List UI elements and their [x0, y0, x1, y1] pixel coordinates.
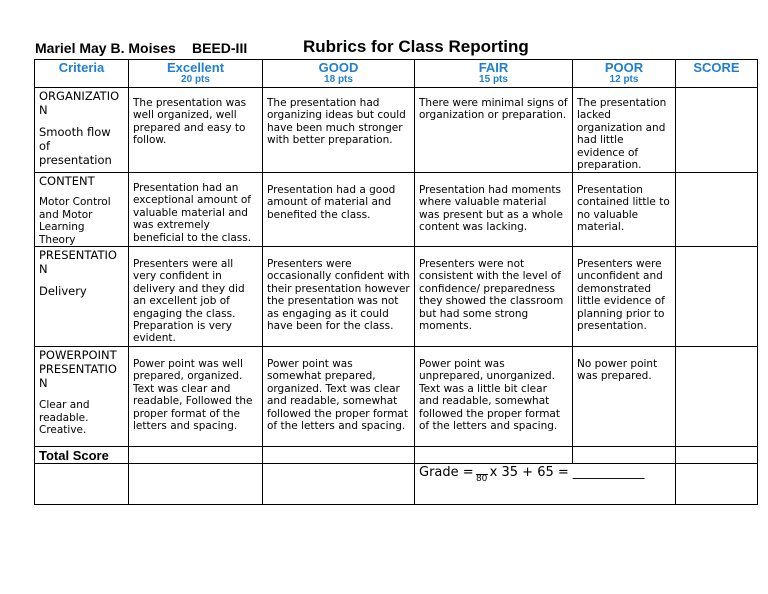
grade-denominator: 80 — [475, 474, 488, 484]
criteria-description: Clear and readable. Creative. — [39, 399, 90, 436]
grade-suffix: x 35 + 65 = ___________ — [489, 465, 645, 480]
points-label: 20 pts — [181, 74, 210, 85]
good-cell: The presentation had organizing ideas but could have been much stronger with better preparation. — [263, 88, 415, 173]
rubric-table — [34, 59, 758, 505]
table-row — [35, 88, 758, 173]
total-score-label: Total Score — [35, 447, 129, 464]
criteria-label: PRESENTATIO N — [39, 248, 117, 276]
blank-cell — [263, 464, 415, 505]
good-cell: Power point was somewhat prepared, organized. Text was clear and readable, somewhat followed the proper format of the letters and spacing. — [263, 347, 415, 447]
column-header-good: GOOD 18 pts — [263, 60, 415, 88]
excellent-cell: The presentation was well organized, well prepared and easy to follow. — [129, 88, 263, 173]
grade-prefix: Grade = — [419, 465, 474, 480]
score-cell — [676, 173, 758, 247]
blank-cell — [129, 464, 263, 505]
criteria-cell — [35, 173, 129, 247]
grade-formula — [415, 464, 676, 505]
grade-row — [35, 464, 758, 505]
fair-cell: Presentation had moments where valuable material was present but as a whole content was lacking. — [415, 173, 573, 247]
criteria-cell — [35, 88, 129, 173]
fair-cell: There were minimal signs of organization or preparation. — [415, 88, 573, 173]
blank-cell — [129, 447, 263, 464]
blank-cell — [263, 447, 415, 464]
poor-cell: No power point was prepared. — [573, 347, 676, 447]
table-row — [35, 247, 758, 347]
column-header-excellent: Excellent 20 pts — [129, 60, 263, 88]
column-header-poor: POOR 12 pts — [573, 60, 676, 88]
grade-fraction — [476, 469, 488, 484]
poor-cell: The presentation lacked organization and had little evidence of preparation. — [573, 88, 676, 173]
table-row — [35, 347, 758, 447]
column-header-score: SCORE — [676, 60, 758, 88]
score-cell — [676, 88, 758, 173]
criteria-label: POWERPOINT PRESENTATIO N — [39, 348, 117, 390]
column-header-criteria: Criteria — [35, 60, 129, 88]
criteria-cell — [35, 347, 129, 447]
student-name: Mariel May B. Moises — [35, 40, 176, 56]
criteria-label: ORGANIZATIO N — [39, 89, 120, 117]
document-header — [35, 37, 755, 59]
points-label: 15 pts — [479, 74, 508, 85]
fair-cell: Presenters were not consistent with the level of confidence/ preparedness they showed the classroom but had some strong moments. — [415, 247, 573, 347]
column-header-fair: FAIR 15 pts — [415, 60, 573, 88]
total-row — [35, 447, 758, 464]
criteria-description: Smooth flow of presentation — [39, 125, 112, 167]
excellent-cell: Presentation had an exceptional amount of valuable material and was extremely beneficial to the class. — [129, 173, 263, 247]
criteria-cell — [35, 247, 129, 347]
score-cell — [676, 247, 758, 347]
criteria-description: Motor Control and Motor Learning Theory — [39, 196, 111, 246]
blank-cell — [573, 447, 676, 464]
good-cell: Presentation had a good amount of material and benefited the class. — [263, 173, 415, 247]
points-label: 18 pts — [324, 74, 353, 85]
grade-score-cell — [676, 464, 758, 505]
points-label: 12 pts — [609, 74, 639, 85]
score-cell — [676, 347, 758, 447]
course-label: BEED-III — [192, 40, 248, 56]
good-cell: Presenters were occasionally confident with their presentation however the presentation was not as engaging as it could have been for the class. — [263, 247, 415, 347]
excellent-cell: Presenters were all very confident in delivery and they did an excellent job of engaging the class. Preparation is very evident. — [129, 247, 263, 347]
blank-cell — [35, 464, 129, 505]
criteria-description: Delivery — [39, 284, 87, 298]
document-title: Rubrics for Class Reporting — [303, 37, 529, 56]
criteria-label: CONTENT — [39, 174, 95, 188]
total-score-cell — [676, 447, 758, 464]
excellent-cell: Power point was well prepared, organized. Text was clear and readable, Followed the proper format of the letters and spacing. — [129, 347, 263, 447]
table-row — [35, 173, 758, 247]
blank-cell — [415, 447, 573, 464]
poor-cell: Presentation contained little to no valuable material. — [573, 173, 676, 247]
fair-cell: Power point was unprepared, unorganized. Text was a little bit clear and readable, somewhat followed the proper format of the letters and spacing. — [415, 347, 573, 447]
header-row — [35, 60, 758, 88]
poor-cell: Presenters were unconfident and demonstrated little evidence of planning prior to presentation. — [573, 247, 676, 347]
